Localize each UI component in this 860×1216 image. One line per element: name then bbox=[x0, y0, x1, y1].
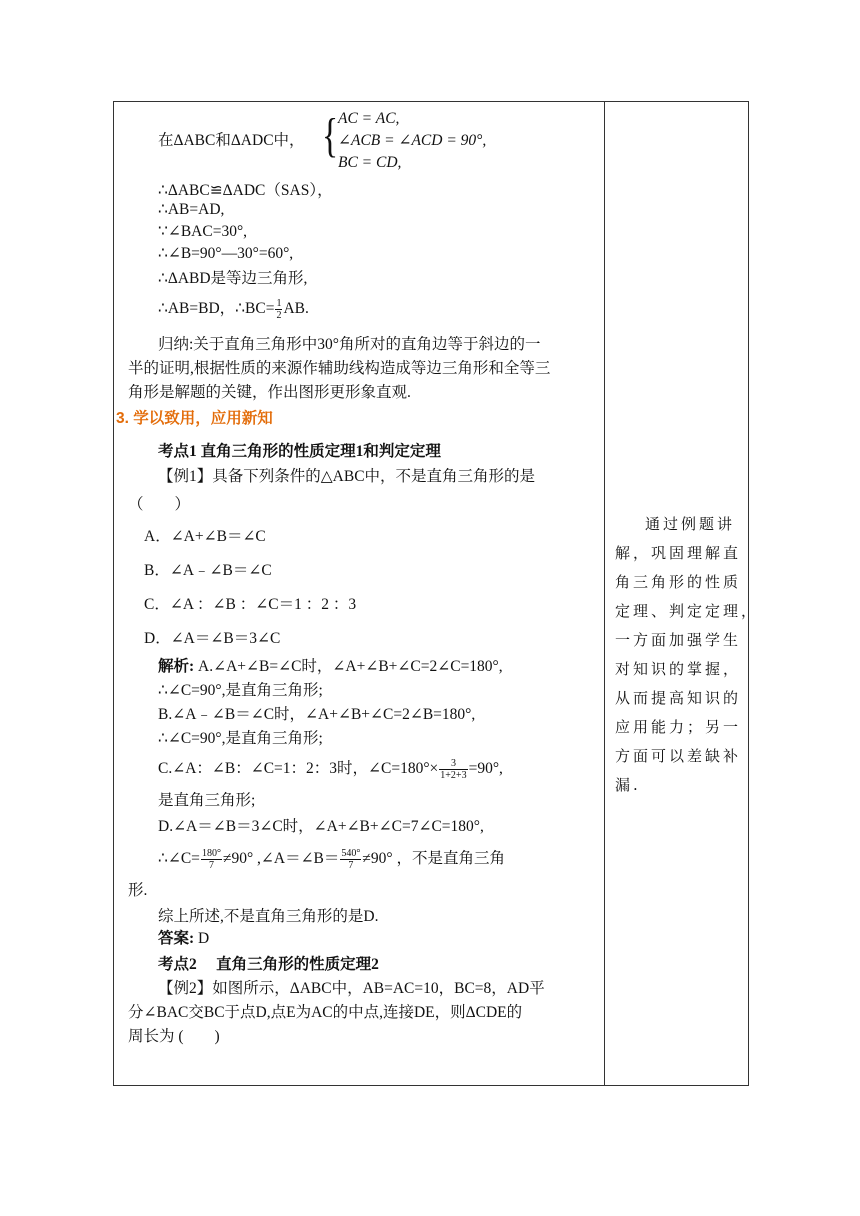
answer-line bbox=[158, 926, 209, 948]
side-note-line: 角三角形的性质 bbox=[615, 573, 742, 591]
fraction bbox=[201, 848, 222, 871]
side-note-line: 应用能力；另一 bbox=[615, 718, 742, 736]
side-note-line: 从而提高知识的 bbox=[615, 689, 742, 707]
column-divider bbox=[604, 101, 605, 1086]
analysis-line: ∴∠C=90°,是直角三角形; bbox=[158, 682, 323, 699]
example-1-blank: （ ） bbox=[128, 496, 191, 513]
fraction-numerator: 3 bbox=[439, 758, 467, 770]
proof-line: ∵∠BAC=30°, bbox=[158, 223, 248, 240]
proof-line: ∴∠B=90°—30°=60°, bbox=[158, 245, 294, 262]
point-heading: 考点1 直角三角形的性质定理1和判定定理 bbox=[158, 443, 441, 460]
option-d: D．∠A＝∠B＝3∠C bbox=[144, 630, 281, 647]
fraction-numerator: 180° bbox=[201, 847, 221, 859]
side-note-line: 方面可以差缺补 bbox=[615, 747, 742, 765]
example-1-text: 【例1】具备下列条件的△ABC中，不是直角三角形的是 bbox=[158, 468, 536, 485]
side-note-line: 定理、判定定理， bbox=[615, 602, 760, 620]
example-2-text: 分∠BAC交BC于点D,点E为AC的中点,连接DE，则ΔCDE的 bbox=[128, 1004, 523, 1021]
analysis-line bbox=[158, 846, 505, 871]
conclusion-line: 综上所述,不是直角三角形的是D. bbox=[158, 908, 379, 925]
fraction-denominator: 7 bbox=[348, 859, 354, 871]
fraction bbox=[439, 758, 467, 781]
analysis-label: 解析: bbox=[158, 658, 195, 675]
option-a: A．∠A+∠B＝∠C bbox=[144, 528, 266, 545]
proof-line: ∴ΔABC≌ΔADC（SAS）， bbox=[158, 182, 333, 199]
summary-line: 归纳:关于直角三角形中30°角所对的直角边等于斜边的一 bbox=[158, 336, 541, 353]
side-note-line: 通过例题讲 bbox=[645, 515, 736, 533]
example-2-text: 【例2】如图所示，ΔABC中，AB=AC=10，BC=8，AD平 bbox=[158, 980, 545, 997]
fraction bbox=[340, 848, 361, 871]
answer-label: 答案: bbox=[158, 930, 195, 947]
fraction bbox=[275, 298, 282, 321]
side-note-line: 解，巩固理解直 bbox=[615, 544, 742, 562]
analysis-text: =90°, bbox=[468, 760, 503, 777]
option-b: B．∠A﹣∠B＝∠C bbox=[144, 562, 272, 579]
proof-text: AB. bbox=[283, 300, 309, 317]
system-line: AC = AC, bbox=[338, 110, 400, 127]
analysis-line: 形. bbox=[128, 882, 148, 899]
side-note bbox=[615, 510, 760, 800]
analysis-line: B.∠A﹣∠B＝∠C时，∠A+∠B+∠C=2∠B=180°, bbox=[158, 706, 476, 723]
analysis-line: ∴∠C=90°,是直角三角形; bbox=[158, 730, 323, 747]
analysis-line: D.∠A＝∠B＝3∠C时，∠A+∠B+∠C=7∠C=180°, bbox=[158, 818, 484, 835]
analysis-text: ∴∠C= bbox=[158, 850, 200, 867]
analysis-line bbox=[158, 654, 503, 676]
fraction-numerator: 1 bbox=[276, 297, 282, 309]
proof-intro: 在ΔABC和ΔADC中， bbox=[158, 132, 305, 149]
proof-line: ∴AB=AD, bbox=[158, 201, 225, 218]
summary-line: 半的证明,根据性质的来源作辅助线构造成等边三角形和全等三 bbox=[128, 360, 551, 377]
analysis-line bbox=[158, 756, 503, 781]
option-c: C．∠A ：∠B ：∠C＝1 ：2 ：3 bbox=[144, 596, 357, 613]
equation-system bbox=[338, 108, 486, 174]
analysis-line: 是直角三角形; bbox=[158, 792, 256, 809]
proof-line: ∴ΔABD是等边三角形, bbox=[158, 270, 308, 287]
example-2-text: 周长为 ( ) bbox=[128, 1028, 220, 1045]
side-note-line: 漏. bbox=[615, 776, 641, 794]
section-title: 3. 学以致用，应用新知 bbox=[116, 410, 273, 427]
system-brace: { bbox=[322, 109, 339, 162]
analysis-text: A.∠A+∠B=∠C时，∠A+∠B+∠C=2∠C=180°, bbox=[194, 658, 503, 675]
side-note-line: 一方面加强学生 bbox=[615, 631, 742, 649]
system-line: ∠ACB = ∠ACD = 90°, bbox=[338, 132, 487, 149]
fraction-numerator: 540° bbox=[341, 847, 361, 859]
fraction-denominator: 2 bbox=[276, 309, 282, 321]
system-line: BC = CD, bbox=[338, 154, 402, 171]
analysis-text: ≠90° ，不是直角三角 bbox=[362, 850, 505, 867]
proof-line bbox=[158, 296, 309, 321]
answer-value: D bbox=[194, 930, 210, 947]
analysis-text: ≠90° ,∠A＝∠B＝ bbox=[222, 850, 340, 867]
fraction-denominator: 7 bbox=[208, 859, 214, 871]
analysis-text: C.∠A：∠B：∠C=1：2：3时，∠C=180°× bbox=[158, 760, 439, 777]
summary-line: 角形是解题的关键，作出图形更形象直观. bbox=[128, 384, 411, 401]
side-note-line: 对知识的掌握， bbox=[615, 660, 742, 678]
fraction-denominator: 1+2+3 bbox=[440, 769, 467, 781]
proof-text: ∴AB=BD，∴BC= bbox=[158, 300, 275, 317]
point-heading: 考点2 直角三角形的性质定理2 bbox=[158, 956, 379, 973]
